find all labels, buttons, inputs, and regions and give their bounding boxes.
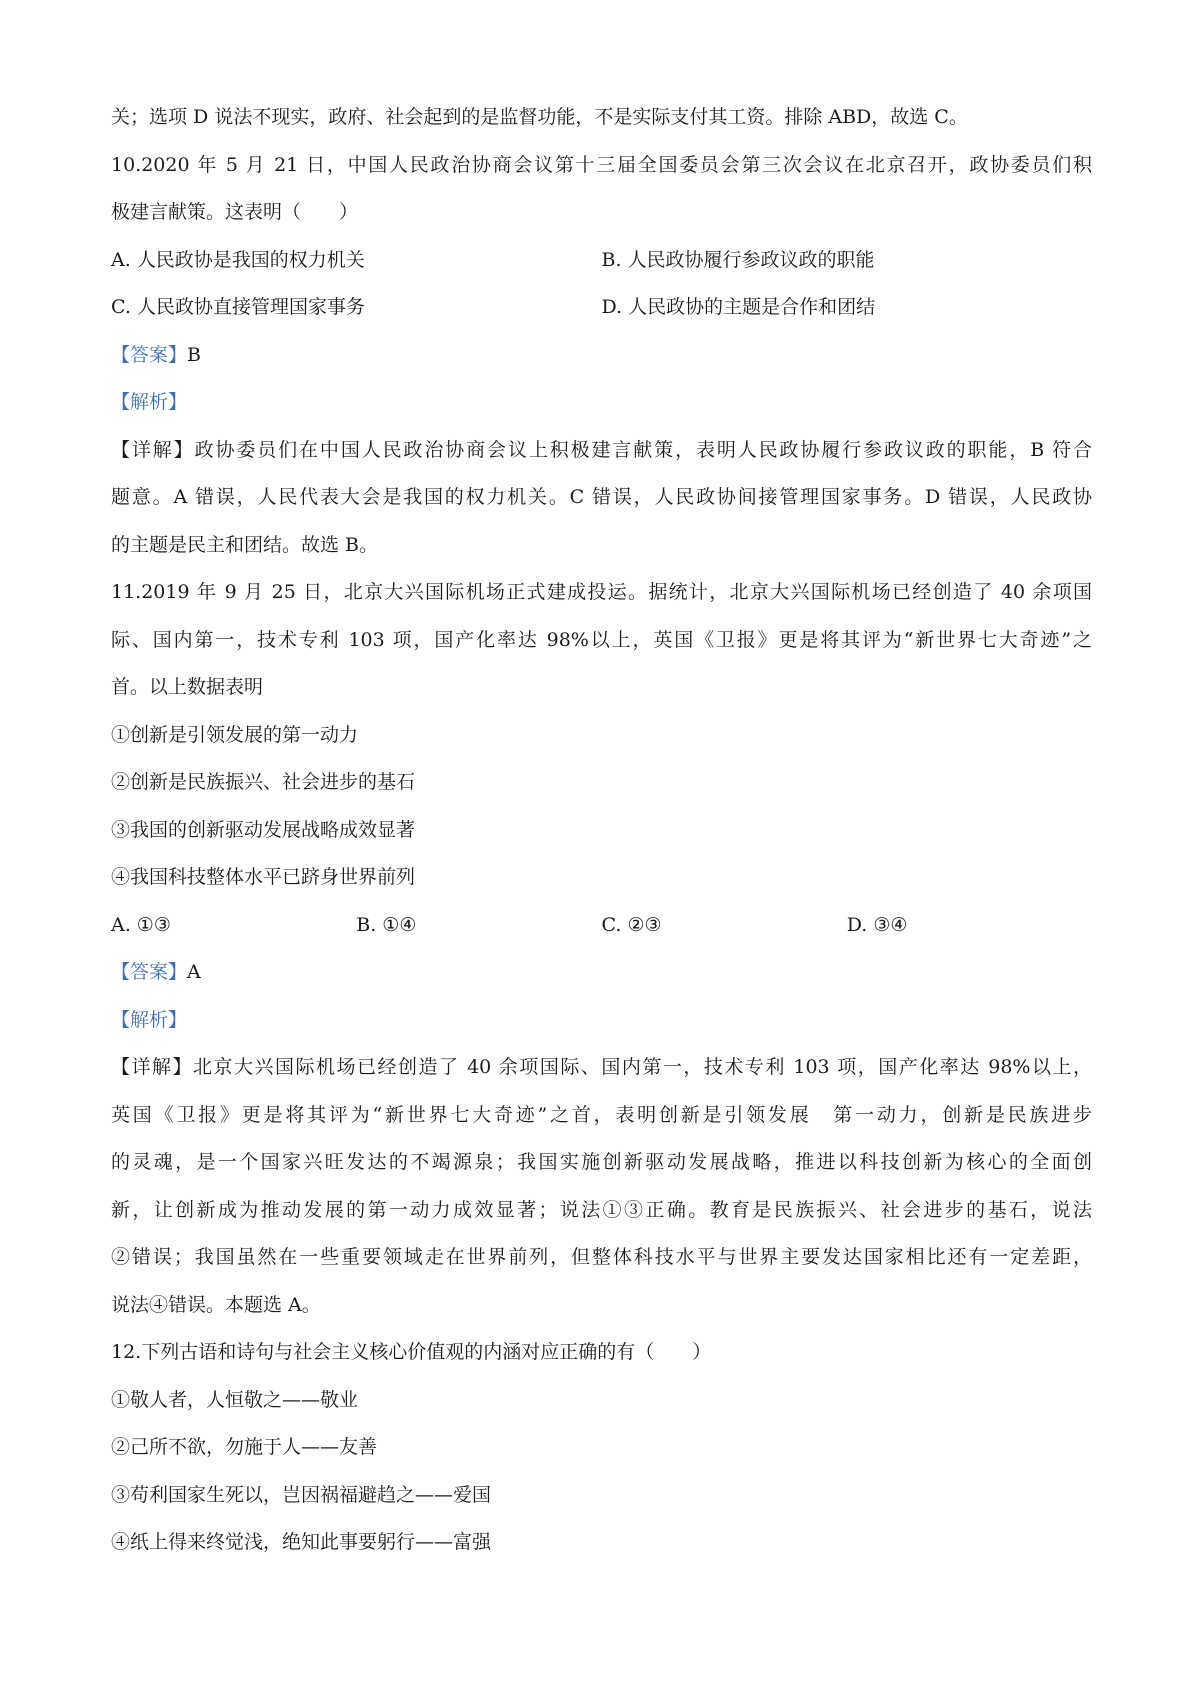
option-d: D. 人民政协的主题是合作和团结 — [601, 296, 876, 318]
statement-1: ①创新是引领发展的第一动力 — [111, 723, 359, 746]
statement-4: ④纸上得来终觉浅，绝知此事要躬行——富强 — [111, 1531, 492, 1553]
detail-line-cont: 的主题是民主和团结。故选 B。 — [111, 533, 379, 556]
question-11-options — [111, 902, 1092, 950]
answer-line — [111, 949, 1092, 997]
text-line: 关；选项 D 说法不现实，政府、社会起到的是监督功能，不是实际支付其工资。排除 ABD，故选 C。 — [111, 106, 968, 128]
detail-line-cont: 说法④错误。本题选 A。 — [111, 1293, 321, 1316]
option-c: C. ②③ — [601, 913, 662, 936]
detail-tag: 【详解】 — [111, 438, 195, 461]
analysis-tag: 【解析】 — [111, 1008, 188, 1031]
question-10-options-row-1 — [111, 237, 1092, 285]
detail-line-cont: 的灵魂，是一个国家兴旺发达的不竭源泉；我国实施创新驱动发展战略，推进以科技创新为核心的全面创 — [111, 1151, 1092, 1173]
answer-value: A — [187, 961, 201, 983]
option-d: D. ③④ — [846, 913, 908, 936]
statement-2: ②己所不欲，勿施于人——友善 — [111, 1436, 378, 1458]
option-c: C. 人民政协直接管理国家事务 — [111, 296, 365, 318]
answer-line — [111, 332, 1092, 380]
question-10-options-row-2 — [111, 284, 1092, 332]
analysis-line — [111, 997, 1092, 1045]
question-10-stem-cont: 极建言献策。这表明（ ） — [111, 201, 359, 223]
statement-3: ③苟利国家生死以，岂因祸福避趋之——爱国 — [111, 1483, 492, 1506]
detail-text: 北京大兴国际机场已经创造了 40 余项国际、国内第一，技术专利 103 项，国产化率达 98%以上， — [193, 1056, 1092, 1078]
option-b: B. 人民政协履行参政议政的职能 — [601, 248, 875, 271]
option-a: A. ①③ — [111, 913, 171, 936]
detail-line-cont: 题意。A 错误，人民代表大会是我国的权力机关。C 错误，人民政协间接管理国家事务。D 错误，人民政协 — [111, 486, 1092, 508]
statement-2: ②创新是民族振兴、社会进步的基石 — [111, 771, 416, 793]
question-12-stem: 12.下列古语和诗句与社会主义核心价值观的内涵对应正确的有（ ） — [111, 1341, 712, 1363]
statement-4: ④我国科技整体水平已跻身世界前列 — [111, 866, 416, 888]
question-11-stem: 11.2019 年 9 月 25 日，北京大兴国际机场正式建成投运。据统计，北京大兴国际机场已经创造了 40 余项国 — [111, 581, 1092, 603]
detail-line-cont: 英国《卫报》更是将其评为“新世界七大奇迹”之首，表明创新是引领发展 第一动力，创新是民族进步 — [111, 1103, 1092, 1126]
detail-text: 政协委员们在中国人民政治协商会议上积极建言献策，表明人民政协履行参政议政的职能，B 符合 — [194, 438, 1092, 461]
question-11-stem-cont: 首。以上数据表明 — [111, 676, 264, 698]
statement-3: ③我国的创新驱动发展战略成效显著 — [111, 818, 416, 841]
statement-1: ①敬人者，人恒敬之——敬业 — [111, 1388, 359, 1411]
question-10-stem: 10.2020 年 5 月 21 日，中国人民政治协商会议第十三届全国委员会第三次会议在北京召开，政协委员们积 — [111, 153, 1092, 176]
detail-line — [111, 427, 1092, 475]
answer-tag: 【答案】 — [111, 961, 188, 983]
detail-tag: 【详解】 — [111, 1056, 194, 1078]
detail-line — [111, 1044, 1092, 1092]
analysis-tag: 【解析】 — [111, 391, 188, 413]
answer-tag: 【答案】 — [111, 343, 188, 366]
option-a: A. 人民政协是我国的权力机关 — [111, 248, 365, 271]
question-11-stem-cont: 际、国内第一，技术专利 103 项，国产化率达 98%以上，英国《卫报》更是将其评为“新世界七大奇迹”之 — [111, 628, 1092, 651]
detail-line-cont: 新，让创新成为推动发展的第一动力成效显著；说法①③正确。教育是民族振兴、社会进步的基石，说法 — [111, 1198, 1092, 1221]
analysis-line — [111, 379, 1092, 427]
option-b: B. ①④ — [356, 913, 417, 936]
answer-value: B — [187, 343, 201, 366]
detail-line-cont: ②错误；我国虽然在一些重要领域走在世界前列，但整体科技水平与世界主要发达国家相比还有一定差距， — [111, 1246, 1092, 1268]
